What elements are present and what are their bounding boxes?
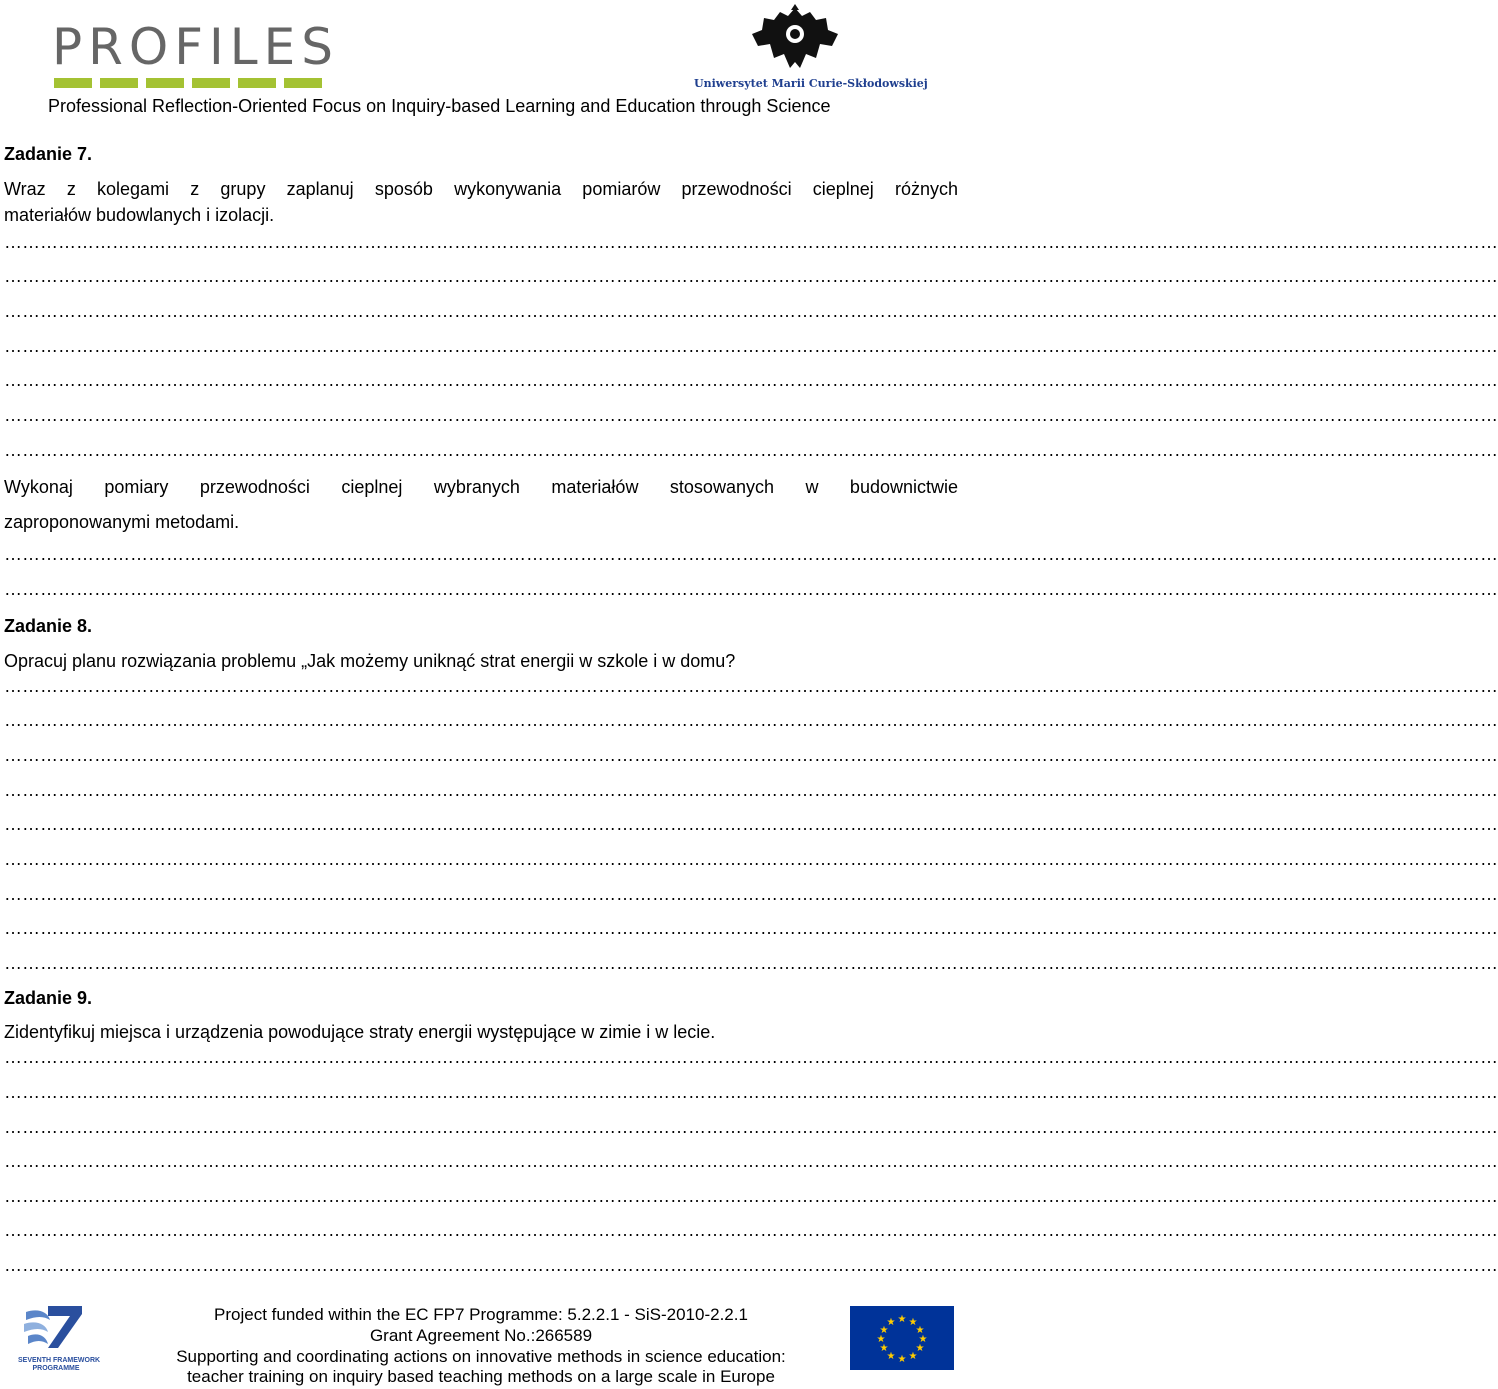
task7-para2-line2: zaproponowanymi metodami. <box>4 512 240 532</box>
answer-line: …………………………………………………………………………………………………………………………………………………………………………………………………………………………… <box>4 579 1498 599</box>
answer-line: …………………………………………………………………………………………………………………………………………………………………………………………………………………………… <box>4 1117 1498 1137</box>
answer-line: …………………………………………………………………………………………………………………………………………………………………………………………………………………………… <box>4 266 1498 286</box>
task8-text: Opracuj planu rozwiązania problemu „Jak możemy uniknąć strat energii w szkole i w domu? <box>4 651 736 671</box>
svg-text:★: ★ <box>879 1343 889 1354</box>
answer-line: …………………………………………………………………………………………………………………………………………………………………………………………………………………………… <box>4 440 1498 460</box>
svg-text:★: ★ <box>897 1354 907 1365</box>
task8-title: Zadanie 8. <box>4 616 93 636</box>
svg-text:★: ★ <box>918 1334 928 1345</box>
svg-text:★: ★ <box>915 1325 925 1336</box>
answer-line: …………………………………………………………………………………………………………………………………………………………………………………………………………………………… <box>4 1047 1498 1067</box>
answer-line: …………………………………………………………………………………………………………………………………………………………………………………………………………………………… <box>4 676 1498 696</box>
eu-flag <box>850 1306 954 1370</box>
answer-line: …………………………………………………………………………………………………………………………………………………………………………………………………………………………… <box>4 232 1498 252</box>
svg-text:★: ★ <box>886 1317 896 1328</box>
answer-line: …………………………………………………………………………………………………………………………………………………………………………………………………………………………… <box>4 1151 1498 1171</box>
svg-text:★: ★ <box>908 1317 918 1328</box>
eagle-crest-icon <box>740 2 850 80</box>
fp7-label-1: SEVENTH FRAMEWORK <box>18 1357 101 1364</box>
answer-line: …………………………………………………………………………………………………………………………………………………………………………………………………………………………… <box>4 1220 1498 1240</box>
footer-line-2: Grant Agreement No.:266589 <box>369 1326 593 1345</box>
svg-text:★: ★ <box>879 1325 889 1336</box>
fp7-logo <box>18 1302 101 1372</box>
answer-line: …………………………………………………………………………………………………………………………………………………………………………………………………………………………… <box>4 405 1498 425</box>
answer-line: …………………………………………………………………………………………………………………………………………………………………………………………………………………………… <box>4 814 1498 834</box>
answer-line: …………………………………………………………………………………………………………………………………………………………………………………………………………………………… <box>4 849 1498 869</box>
university-name: Uniwersytet Marii Curie-Skłodowskiej <box>694 77 928 90</box>
answer-line: …………………………………………………………………………………………………………………………………………………………………………………………………………………………… <box>4 370 1498 390</box>
task7-title: Zadanie 7. <box>4 144 93 164</box>
task9-title: Zadanie 9. <box>4 988 93 1008</box>
answer-line: …………………………………………………………………………………………………………………………………………………………………………………………………………………………… <box>4 918 1498 938</box>
answer-line: …………………………………………………………………………………………………………………………………………………………………………………………………………………………… <box>4 1186 1498 1206</box>
answer-line: …………………………………………………………………………………………………………………………………………………………………………………………………………………………… <box>4 1082 1498 1102</box>
task7-para2-line1: Wykonaj pomiary przewodności cieplnej wybranych materiałów stosowanych w budownictwie <box>4 477 958 497</box>
profiles-logo-green-bars <box>54 78 326 88</box>
svg-text:★: ★ <box>897 1314 907 1325</box>
task7-para1-line1: Wraz z kolegami z grupy zaplanuj sposób wykonywania pomiarów przewodności cieplnej różnych <box>4 179 958 199</box>
answer-line: …………………………………………………………………………………………………………………………………………………………………………………………………………………………… <box>4 336 1498 356</box>
footer-line-3: Supporting and coordinating actions on innovative methods in science education: <box>176 1347 786 1366</box>
profiles-logo-text: PROFILES <box>52 18 339 76</box>
answer-line: …………………………………………………………………………………………………………………………………………………………………………………………………………………………… <box>4 884 1498 904</box>
svg-text:★: ★ <box>876 1334 886 1345</box>
answer-line: …………………………………………………………………………………………………………………………………………………………………………………………………………………………… <box>4 710 1498 730</box>
answer-line: …………………………………………………………………………………………………………………………………………………………………………………………………………………………… <box>4 544 1498 564</box>
fp7-icon <box>18 1302 94 1352</box>
profiles-logo <box>52 18 339 94</box>
eu-flag-icon <box>850 1306 954 1370</box>
answer-line: …………………………………………………………………………………………………………………………………………………………………………………………………………………………… <box>4 953 1498 973</box>
svg-text:★: ★ <box>908 1351 918 1362</box>
footer-line-1: Project funded within the EC FP7 Programme: 5.2.2.1 - SiS-2010-2.2.1 <box>214 1305 748 1324</box>
university-emblem <box>740 2 850 80</box>
header-subtitle: Professional Reflection-Oriented Focus on Inquiry-based Learning and Education through Science <box>48 96 831 116</box>
task7-para1-line2: materiałów budowlanych i izolacji. <box>4 205 275 225</box>
fp7-label-2: PROGRAMME <box>32 1365 80 1372</box>
task9-text: Zidentyfikuj miejsca i urządzenia powodujące straty energii występujące w zimie i w lecie. <box>4 1022 716 1042</box>
svg-text:★: ★ <box>886 1351 896 1362</box>
svg-text:★: ★ <box>915 1343 925 1354</box>
footer-line-4: teacher training on inquiry based teaching methods on a large scale in Europe <box>187 1367 775 1386</box>
answer-line: …………………………………………………………………………………………………………………………………………………………………………………………………………………………… <box>4 780 1498 800</box>
answer-line: …………………………………………………………………………………………………………………………………………………………………………………………………………………………… <box>4 301 1498 321</box>
answer-line: …………………………………………………………………………………………………………………………………………………………………………………………………………………………… <box>4 745 1498 765</box>
answer-line: …………………………………………………………………………………………………………………………………………………………………………………………………………………………… <box>4 1255 1498 1275</box>
